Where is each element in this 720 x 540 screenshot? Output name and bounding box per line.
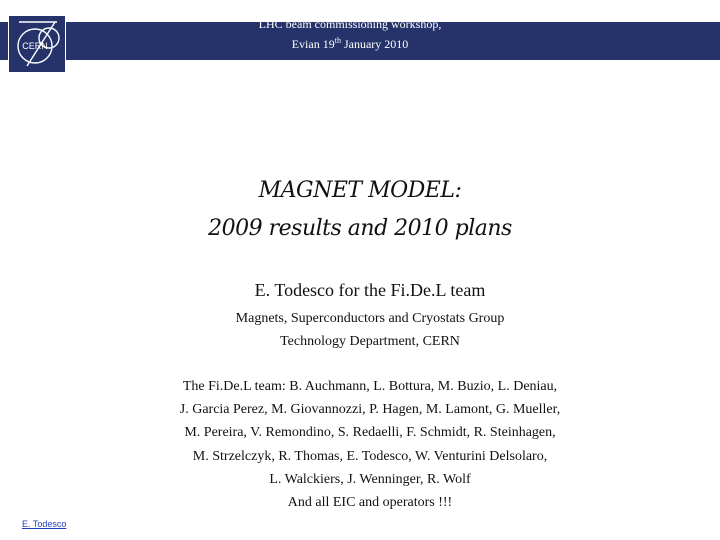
affiliation-line-2: Technology Department, CERN (280, 334, 460, 349)
affiliation-line-1: Magnets, Superconductors and Cryostats Group (235, 311, 505, 326)
slide-title (150, 172, 570, 248)
header-line-2-sup: th (334, 36, 341, 45)
header-line-1: LHC beam commissioning workshop, (258, 17, 442, 31)
footer-author-link[interactable]: E. Todesco (22, 519, 67, 529)
team-line: The Fi.De.L team: B. Auchmann, L. Bottura, M. Buzio, L. Deniau, (182, 379, 558, 394)
header-line-2-prefix: Evian 19 (291, 37, 335, 51)
header-line-2 (200, 34, 500, 54)
logo-text: CERN (22, 41, 48, 51)
header-event-info (200, 14, 500, 54)
team-line: L. Walckiers, J. Wenninger, R. Wolf (269, 471, 471, 487)
team-line: M. Strzelczyk, R. Thomas, E. Todesco, W. Venturini Delsolaro, (192, 448, 548, 464)
team-line: And all EIC and operators !!! (287, 495, 453, 511)
team-line: J. Garcia Perez, M. Giovannozzi, P. Hagen, M. Lamont, G. Mueller, (179, 402, 561, 418)
cern-logo (8, 15, 66, 73)
author-line: E. Todesco for the Fi.De.L team (254, 280, 486, 300)
title-line-1: MAGNET MODEL: (258, 178, 462, 203)
cern-logo-icon (9, 16, 65, 72)
title-line-2: 2009 results and 2010 plans (208, 216, 512, 241)
team-line: M. Pereira, V. Remondino, S. Redaelli, F. Schmidt, R. Steinhagen, (184, 425, 556, 441)
header-line-2-suffix: January 2010 (340, 37, 409, 51)
affiliation (160, 307, 580, 353)
team-list (110, 375, 630, 514)
